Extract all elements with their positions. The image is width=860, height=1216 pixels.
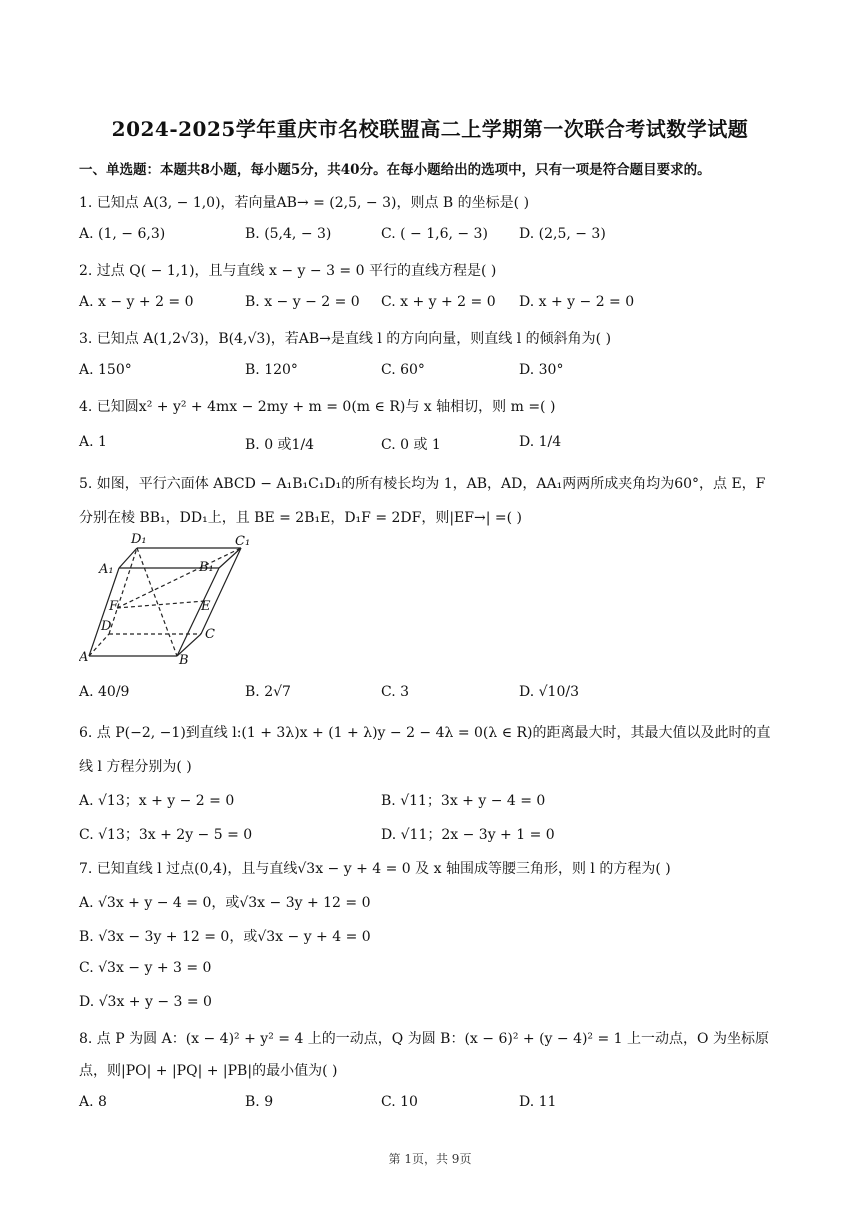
option-c: C. 0 或 1: [381, 437, 441, 453]
option-b: B. 2√7: [245, 684, 291, 700]
question-4-options: [79, 434, 799, 456]
parallelepiped-figure: [79, 530, 259, 670]
option-d: D. √10/3: [519, 684, 579, 700]
label-b: B: [179, 653, 189, 668]
option-d: D. 11: [519, 1094, 557, 1110]
question-2-stem: 2. 过点 Q( − 1,1)，且与直线 x − y − 3 = 0 平行的直线方程是( ): [79, 263, 497, 279]
option-a: A. 40/9: [79, 684, 130, 700]
question-1-options: [79, 226, 799, 248]
option-c: C. x + y + 2 = 0: [381, 294, 496, 310]
option-b: B. √11；3x + y − 4 = 0: [381, 793, 546, 809]
option-b: B. 9: [245, 1094, 274, 1110]
question-3-stem: 3. 已知点 A(1,2√3)，B(4,√3)，若AB→是直线 l 的方向向量，则直线 l 的倾斜角为( ): [79, 331, 612, 347]
question-5-options: [79, 684, 799, 706]
option-c: C. 60°: [381, 362, 425, 378]
option-a: A. √13；x + y − 2 = 0: [79, 793, 235, 809]
question-7-stem: 7. 已知直线 l 过点(0,4)，且与直线√3x − y + 4 = 0 及 x 轴围成等腰三角形，则 l 的方程为( ): [79, 861, 671, 877]
option-d: D. √11；2x − 3y + 1 = 0: [381, 827, 555, 843]
option-a: A. 150°: [79, 362, 132, 378]
question-4-stem: 4. 已知圆x² + y² + 4mx − 2my + m = 0(m ∈ R)与 x 轴相切，则 m =( ): [79, 399, 556, 415]
label-d1: D₁: [131, 532, 147, 547]
option-a: A. 8: [79, 1094, 107, 1110]
question-8-stem-line-2: 点，则|PO| + |PQ| + |PB|的最小值为( ): [79, 1063, 338, 1079]
question-8-options: [79, 1094, 799, 1116]
question-6-stem-line-1: 6. 点 P(−2, −1)到直线 l:(1 + 3λ)x + (1 + λ)y − 2 − 4λ = 0(λ ∈ R)的距离最大时，其最大值以及此时的直: [79, 725, 771, 741]
page-footer: 第 1页，共 9页: [388, 1152, 472, 1166]
option-d: D. (2,5, − 3): [519, 226, 606, 242]
question-6-stem-line-2: 线 l 方程分别为( ): [79, 759, 192, 775]
option-a: A. x − y + 2 = 0: [79, 294, 194, 310]
label-d: D: [101, 619, 112, 634]
label-c: C: [205, 627, 215, 642]
question-7-option-c: C. √3x − y + 3 = 0: [79, 960, 212, 976]
label-b1: B₁: [199, 560, 214, 575]
option-d: D. 30°: [519, 362, 564, 378]
question-5-stem-line-2: 分别在棱 BB₁，DD₁上，且 BE = 2B₁E，D₁F = 2DF，则|EF→| =( ): [79, 510, 522, 526]
question-2-options: [79, 294, 799, 316]
question-6-options-row-2: [79, 824, 799, 846]
label-c1: C₁: [235, 534, 251, 549]
option-a: A. (1, − 6,3): [79, 226, 166, 242]
label-a1: A₁: [99, 562, 114, 577]
option-c: C. 10: [381, 1094, 418, 1110]
option-a: A. 1: [79, 434, 107, 450]
question-5-stem-line-1: 5. 如图，平行六面体 ABCD − A₁B₁C₁D₁的所有棱长均为 1，AB，AD，AA₁两两所成夹角均为60°，点 E，F: [79, 476, 766, 492]
option-c: C. ( − 1,6, − 3): [381, 226, 488, 242]
question-3-options: [79, 362, 799, 384]
option-d: D. x + y − 2 = 0: [519, 294, 635, 310]
option-b: B. 120°: [245, 362, 298, 378]
question-7-option-a: A. √3x + y − 4 = 0，或√3x − 3y + 12 = 0: [79, 895, 371, 911]
question-7-option-b: B. √3x − 3y + 12 = 0，或√3x − y + 4 = 0: [79, 929, 371, 945]
question-8-stem-line-1: 8. 点 P 为圆 A：(x − 4)² + y² = 4 上的一动点，Q 为圆 B：(x − 6)² + (y − 4)² = 1 上一动点，O 为坐标原: [79, 1031, 769, 1047]
option-c: C. 3: [381, 684, 410, 700]
page-title: 2024-2025学年重庆市名校联盟高二上学期第一次联合考试数学试题: [111, 117, 749, 141]
question-1-stem: 1. 已知点 A(3, − 1,0)，若向量AB→ = (2,5, − 3)，则点 B 的坐标是( ): [79, 195, 530, 211]
option-b: B. 0 或1/4: [245, 437, 315, 453]
question-7-option-d: D. √3x + y − 3 = 0: [79, 994, 212, 1010]
question-6-options-row-1: [79, 790, 799, 812]
label-e: E: [201, 599, 211, 614]
option-d: D. 1/4: [519, 434, 562, 450]
option-b: B. (5,4, − 3): [245, 226, 332, 242]
label-a: A: [79, 650, 89, 665]
option-b: B. x − y − 2 = 0: [245, 294, 360, 310]
label-f: F: [109, 599, 119, 614]
option-c: C. √13；3x + 2y − 5 = 0: [79, 827, 253, 843]
section-heading: 一、单选题：本题共8小题，每小题5分，共40分。在每小题给出的选项中，只有一项是符合题目要求的。: [79, 162, 711, 178]
